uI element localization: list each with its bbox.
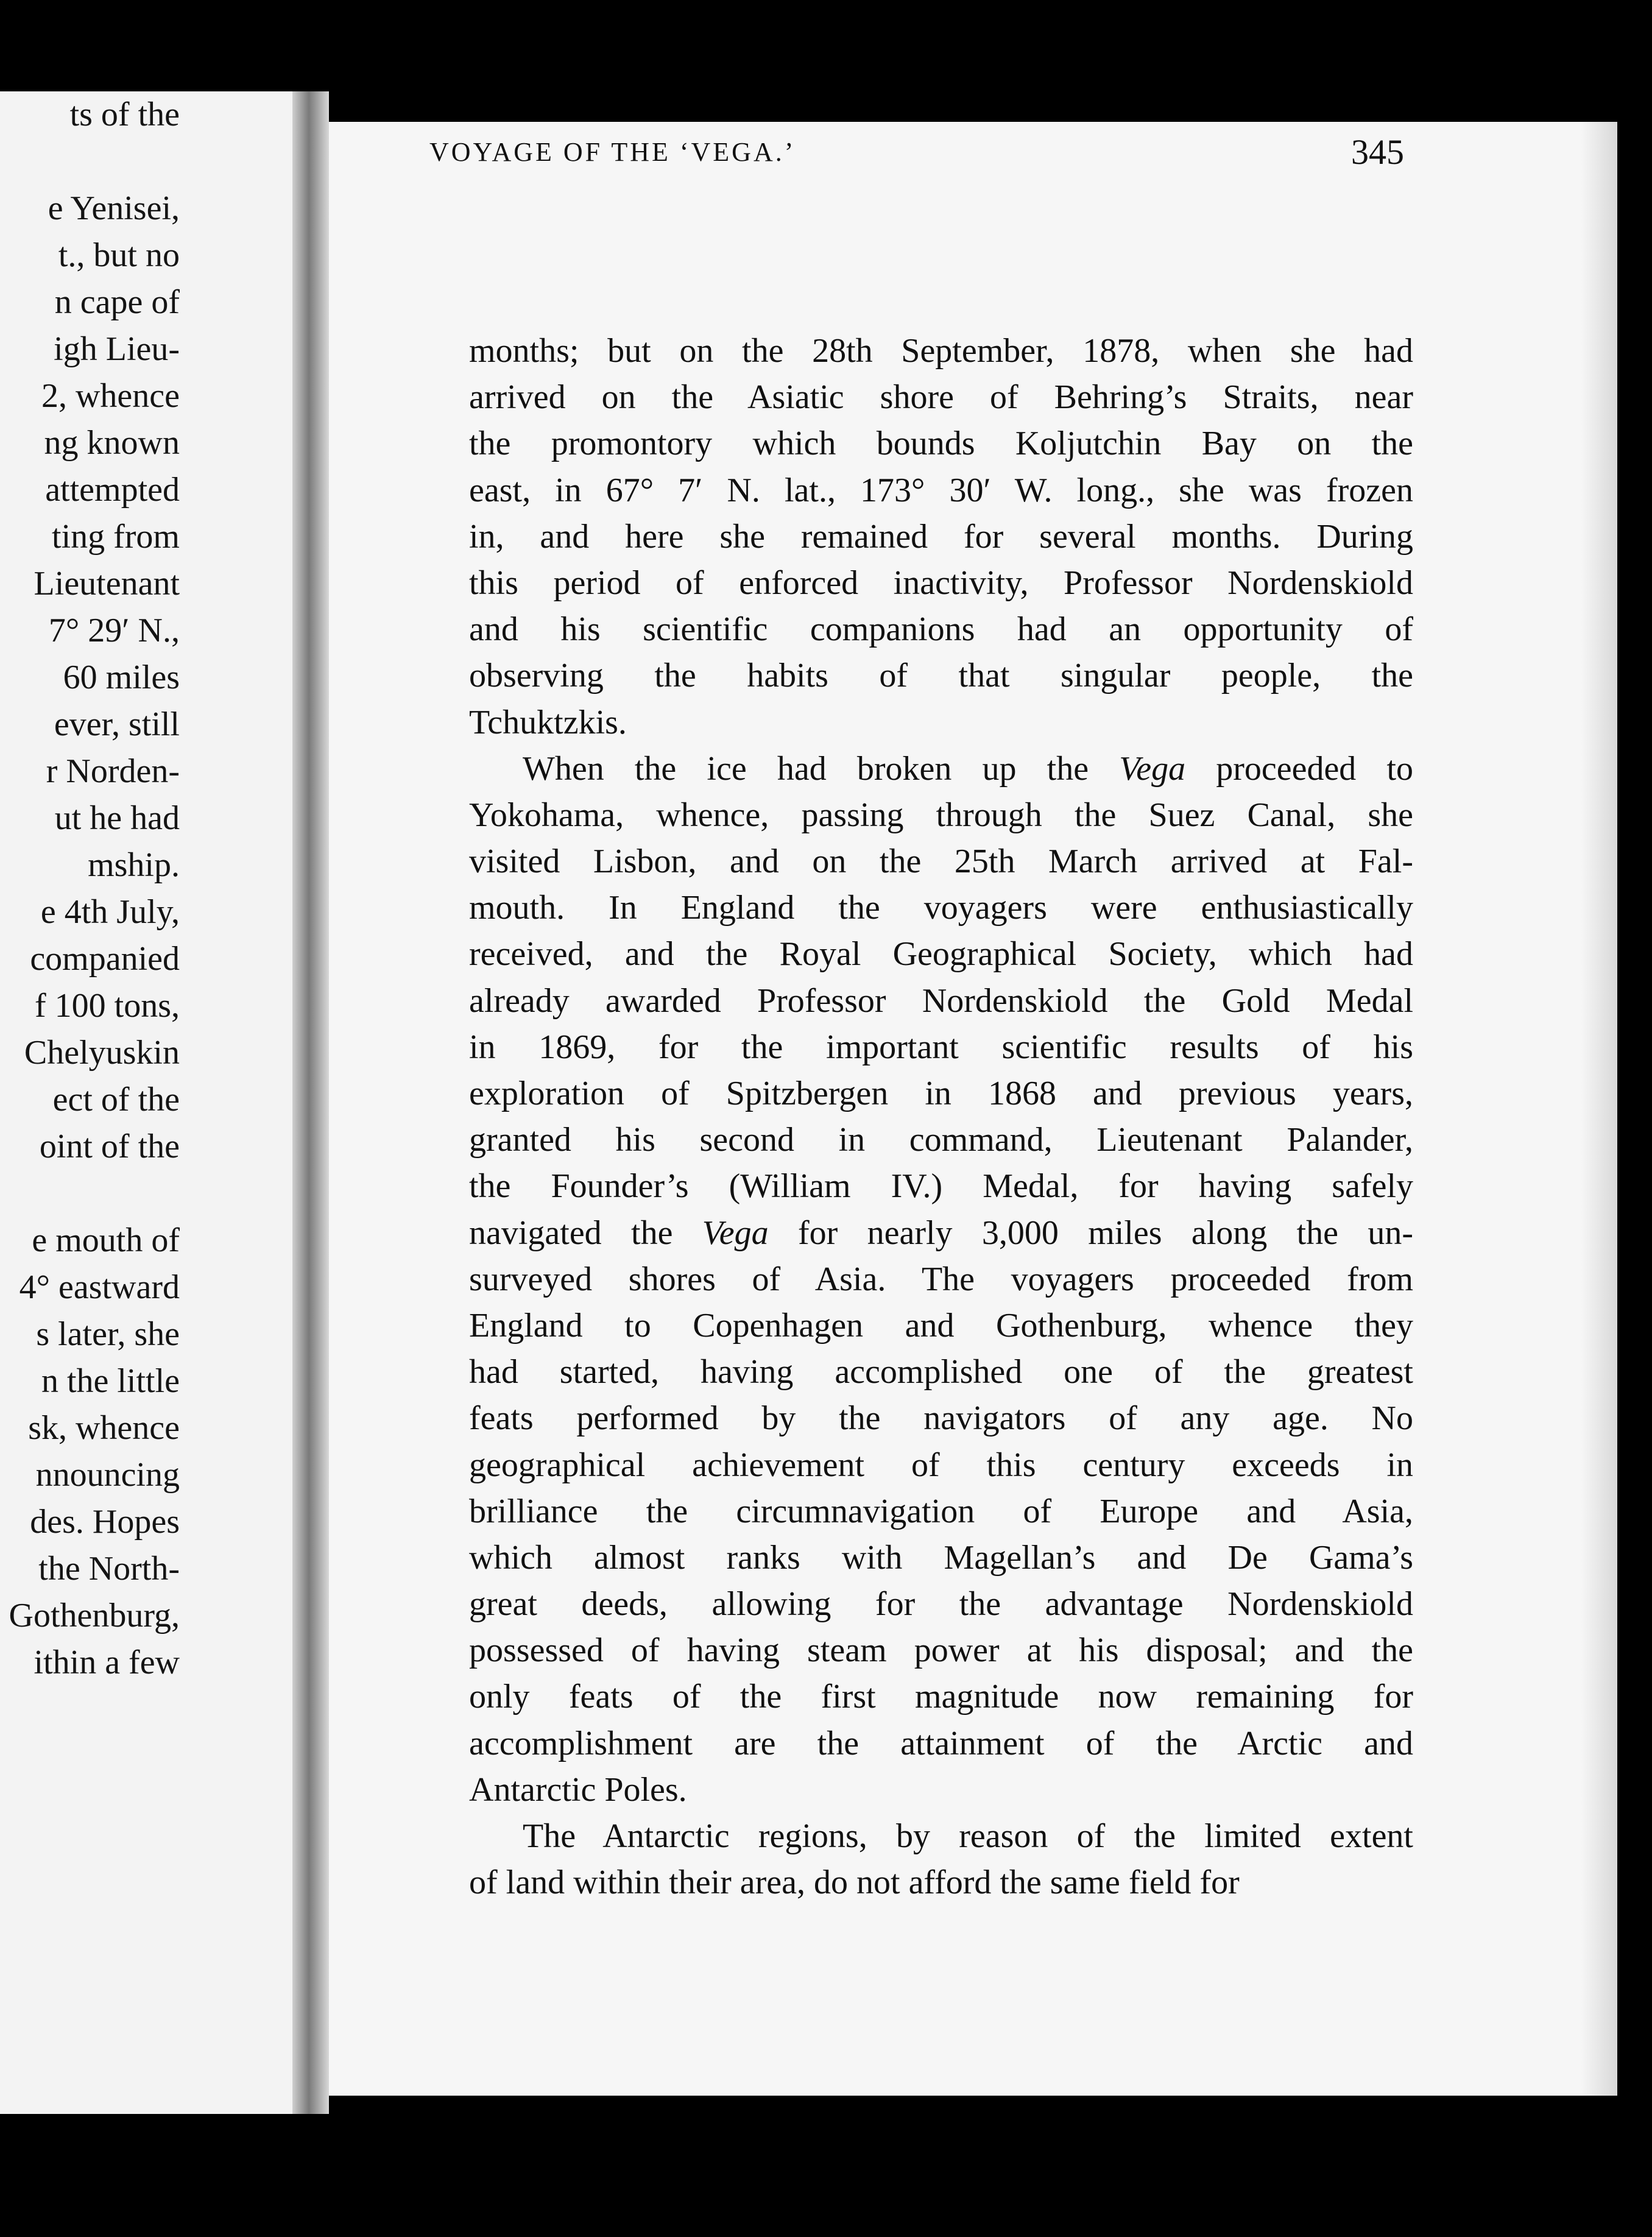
text-line: The Antarctic regions, by reason of the limited extent <box>523 1817 1413 1855</box>
left-page-line: ithin a few <box>34 1644 180 1681</box>
paragraph <box>469 328 1413 746</box>
left-page-line: ect of the <box>52 1081 180 1118</box>
text-line: months; but on the 28th September, 1878, when she had <box>469 332 1413 370</box>
left-page-line: the North- <box>38 1550 180 1588</box>
text-line: which almost ranks with Magellan’s and De Gama’s <box>469 1538 1413 1577</box>
left-page-line: n cape of <box>54 283 180 321</box>
left-page-line: ng known <box>44 424 180 462</box>
left-page-line <box>0 1170 180 1217</box>
left-page-line: nnouncing <box>35 1456 180 1494</box>
text-line: Antarctic Poles. <box>469 1770 687 1809</box>
left-page-line: 2, whence <box>41 377 180 415</box>
text-line: possessed of having steam power at his disposal; and the <box>469 1631 1413 1670</box>
left-page-line: 60 miles <box>63 659 180 696</box>
text-line: Tchuktzkis. <box>469 703 627 741</box>
text-line: granted his second in command, Lieutenant Palander, <box>469 1121 1413 1159</box>
ship-name-italic: Vega <box>1119 749 1186 788</box>
left-page-line: t., but no <box>58 236 180 274</box>
left-page-line: e Yenisei, <box>48 189 180 227</box>
left-page-line <box>0 138 180 185</box>
text-line: of land within their area, do not afford the same field for <box>469 1864 1240 1902</box>
text-line: only feats of the first magnitude now remaining for <box>469 1678 1413 1716</box>
left-page-line: f 100 tons, <box>35 987 180 1025</box>
left-page-line: n the little <box>41 1362 180 1400</box>
left-page-line: 7° 29′ N., <box>48 612 180 649</box>
text-line: in, and here she remained for several months. During <box>469 517 1413 556</box>
text-line: When the ice had broken up the Vega proceeded to <box>523 749 1414 788</box>
text-line: in 1869, for the important scientific results of his <box>469 1028 1413 1066</box>
left-page-line: ts of the <box>69 96 180 133</box>
left-page-line: Gothenburg, <box>9 1597 180 1634</box>
left-page-line: ever, still <box>54 705 180 743</box>
text-line: England to Copenhagen and Gothenburg, whence they <box>469 1306 1413 1345</box>
left-page-line: mship. <box>88 846 180 884</box>
left-page-line: ut he had <box>54 799 180 837</box>
text-line: already awarded Professor Nordenskiold the Gold Medal <box>469 981 1413 1020</box>
text-line: the promontory which bounds Koljutchin Bay on the <box>469 425 1413 463</box>
left-page-line: companied <box>30 940 180 978</box>
text-line: east, in 67° 7′ N. lat., 173° 30′ W. long., she was frozen <box>469 471 1413 509</box>
running-head-title: VOYAGE OF THE ‘VEGA.’ <box>429 137 796 167</box>
left-page-line: attempted <box>45 471 180 509</box>
page-number: 345 <box>1351 132 1404 172</box>
text-line: accomplishment are the attainment of the Arctic and <box>469 1724 1413 1762</box>
text-line: received, and the Royal Geographical Society, which had <box>469 935 1413 974</box>
book-gutter <box>292 91 329 2114</box>
text-line: the Founder’s (William IV.) Medal, for having safely <box>469 1167 1413 1206</box>
text-line: navigated the Vega for nearly 3,000 miles along the un- <box>469 1214 1414 1252</box>
body-text <box>469 328 1413 1906</box>
text-line: geographical achievement of this century exceeds in <box>469 1446 1413 1484</box>
text-line: arrived on the Asiatic shore of Behring’s Straits, near <box>469 378 1413 417</box>
left-page-line: Lieutenant <box>34 565 180 603</box>
text-line: observing the habits of that singular people, the <box>469 657 1413 695</box>
text-line: exploration of Spitzbergen in 1868 and previous years, <box>469 1075 1413 1112</box>
text-line: great deeds, allowing for the advantage Nordenskiold <box>469 1585 1413 1624</box>
page-edge-shadow <box>1581 122 1617 2096</box>
left-page-text <box>0 91 180 1686</box>
text-line: visited Lisbon, and on the 25th March arrived at Fal- <box>469 843 1413 881</box>
text-line: feats performed by the navigators of any age. No <box>469 1399 1413 1438</box>
text-line: surveyed shores of Asia. The voyagers proceeded from <box>469 1260 1413 1298</box>
left-page-line: e 4th July, <box>40 893 180 931</box>
left-page-line: ting from <box>52 518 180 556</box>
left-page-line: 4° eastward <box>19 1268 180 1306</box>
left-page-line: r Norden- <box>46 752 180 790</box>
left-facing-page <box>0 91 305 2114</box>
text-line: this period of enforced inactivity, Professor Nordenskiold <box>469 564 1413 602</box>
text-line: brilliance the circumnavigation of Europe and Asia, <box>469 1492 1413 1530</box>
text-line: and his scientific companions had an opportunity of <box>469 610 1413 649</box>
left-page-line: e mouth of <box>32 1221 180 1259</box>
ship-name-italic: Vega <box>702 1214 769 1252</box>
text-line: Yokohama, whence, passing through the Suez Canal, she <box>469 796 1413 834</box>
left-page-line: igh Lieu- <box>54 330 180 368</box>
running-head <box>429 131 1404 174</box>
left-page-line: sk, whence <box>28 1409 180 1447</box>
paragraph <box>469 1813 1413 1906</box>
text-line: had started, having accomplished one of the greatest <box>469 1353 1413 1391</box>
left-page-line: oint of the <box>39 1128 180 1165</box>
text-line: mouth. In England the voyagers were enthusiastically <box>469 889 1413 927</box>
left-page-line: Chelyuskin <box>24 1034 180 1072</box>
paragraph <box>469 746 1413 1813</box>
left-page-line: s later, she <box>36 1315 180 1353</box>
left-page-line: des. Hopes <box>30 1503 180 1541</box>
